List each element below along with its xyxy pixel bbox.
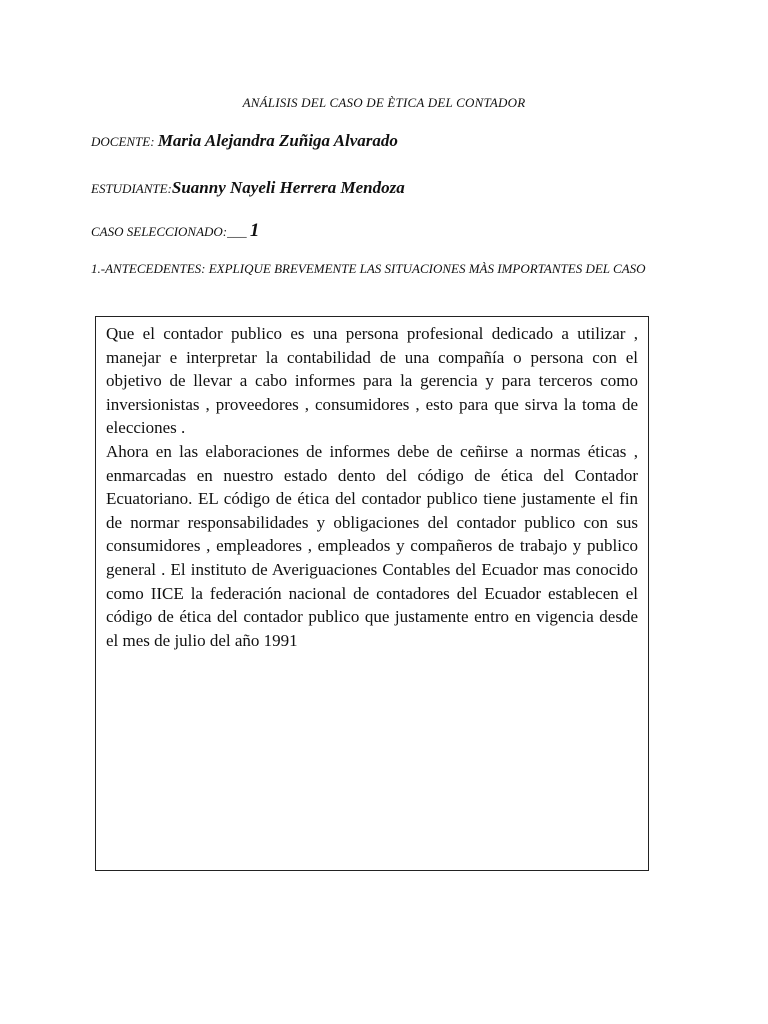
question-antecedentes: 1.-ANTECEDENTES: EXPLIQUE BREVEMENTE LAS SITUACIONES MÀS IMPORTANTES DEL CASO [91,261,646,276]
caso-number: 1 [249,220,260,241]
answer-box [95,316,649,871]
docente-line [91,131,398,151]
estudiante-label: ESTUDIANTE: [91,181,172,196]
docente-label: DOCENTE: [91,134,158,149]
answer-paragraph-2: Ahora en las elaboraciones de informes debe de ceñirse a normas éticas , enmarcadas en nuestro estado dento del código de ética del Contador Ecuatoriano. EL código de ética del contador publico tiene justamente el fin de normar responsabilidades y obligaciones del contador publico con sus consumidores , empleadores , empleados y compañeros de trabajo y publico general . El instituto de Averiguaciones Contables del Ecuador mas conocido como IICE la federación nacional de contadores del Ecuador establecen el código de ética del contador publico que justamente entro en vigencia desde el mes de julio del año 1991 [106,441,638,650]
caso-line [91,220,259,242]
estudiante-line [91,178,405,198]
estudiante-name: Suanny Nayeli Herrera Mendoza [171,178,405,197]
answer-paragraph-1: Que el contador publico es una persona profesional dedicado a utilizar , manejar e interpretar la contabilidad de una compañía o persona con el objetivo de llevar a cabo informes para la gerencia y para terceros como inversionistas , proveedores , consumidores , esto para que sirva la toma de elecciones . [106,324,638,438]
caso-label: CASO SELECCIONADO:___ [91,224,250,239]
document-title: ANÁLISIS DEL CASO DE ÈTICA DEL CONTADOR [242,95,526,110]
docente-name: Maria Alejandra Zuñiga Alvarado [157,131,398,150]
